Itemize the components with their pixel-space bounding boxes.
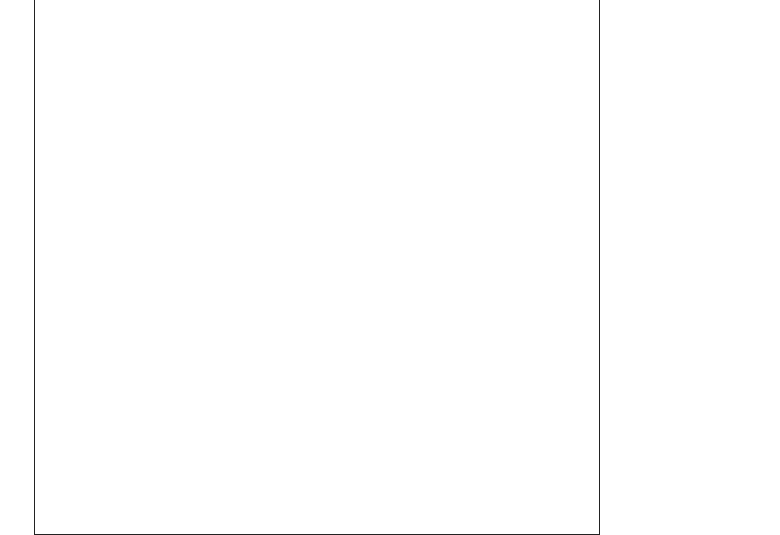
table-frame [34, 0, 600, 535]
